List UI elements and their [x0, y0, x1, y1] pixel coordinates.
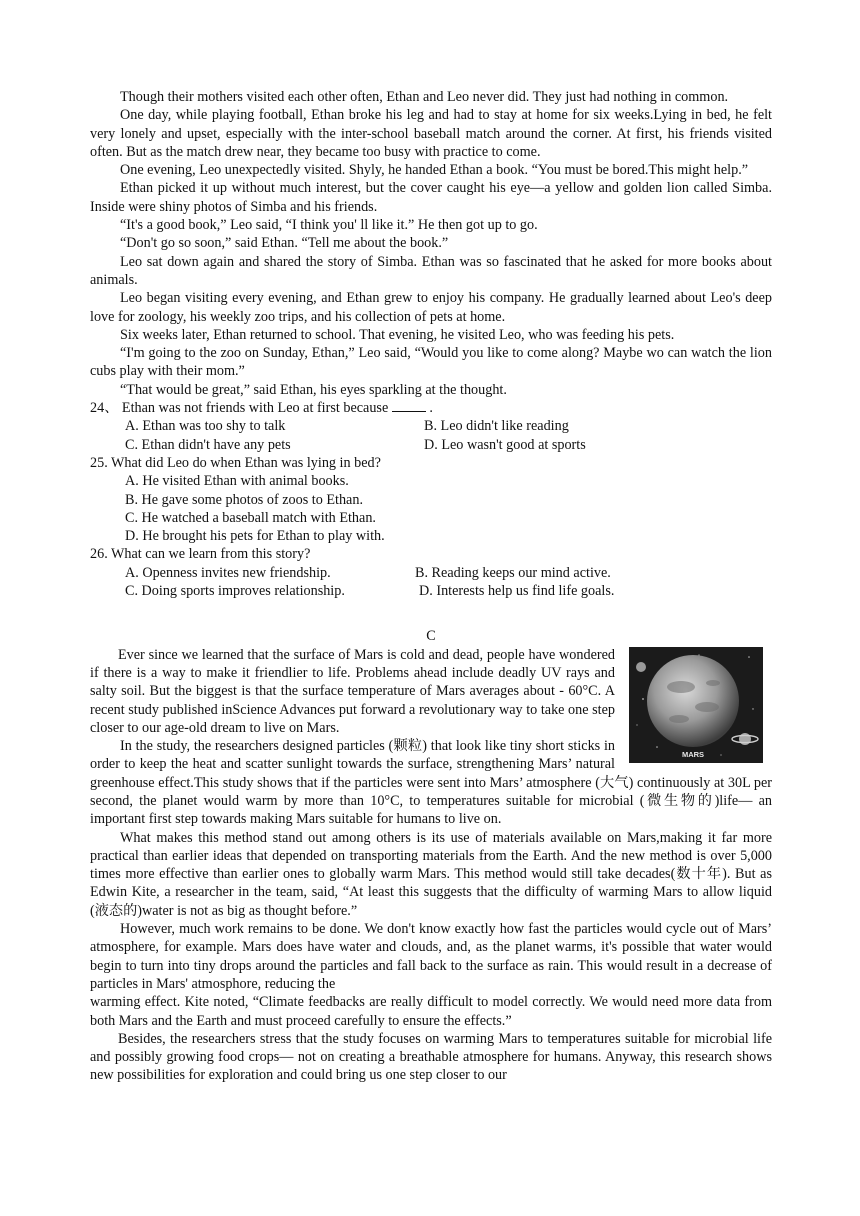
paragraph: Ever since we learned that the surface of Mars is cold and dead, people have wondered if there is a way to make it friendlier to life. Problems ahead include deadly UV rays and salty soil. But the biggest is that the surface temperature of Mars averages about - 60°C. A recent study published inScience Advances put forward a revolutionary way to take one step closer to our age-old dream to live on Mars.: [90, 646, 615, 736]
question-stem: 25. What did Leo do when Ethan was lying in bed?: [90, 454, 381, 471]
question-stem: 24、 Ethan was not friends with Leo at first because .: [90, 400, 433, 417]
option-c: C. Ethan didn't have any pets: [125, 436, 291, 453]
paragraph: In the study, the researchers designed particles (颗粒) that look like tiny short sticks in order to keep the heat and scatter sunlight towards the surface, strengthening Mars’ natural greenhouse effect.This study shows that if the particles were sent into Mars’ atmosphere (大气) continuously at 30L per second, the planet would warm by more than 10°C, to temperatures suitable for microbial (微生物的)life— an important first step towards making Mars suitable for humans to live on.: [90, 738, 772, 828]
passage-b: [90, 88, 772, 399]
mars-image: [629, 647, 763, 763]
option-d: D. He brought his pets for Ethan to play with.: [125, 528, 385, 545]
paragraph: Besides, the researchers stress that the study focuses on warming Mars to temperatures suitable for microbial life and possibly growing food crops— not on creating a breathable atmosphere for humans. Anyway, this research shows new possibilities for exploration and could bring us one step closer to our: [90, 1030, 772, 1084]
paragraph: However, much work remains to be done. We don't know exactly how fast the particles would cycle out of Mars’ atmosphere, for example. Mars does have water and clouds, and, as the planet warms, it's possible that water would begin to turn into tiny drops around the particles and fall back to the surface as rain. This would result in a decrease of particles in Mars' atmosphore, reducing the: [90, 921, 772, 992]
question-26: [90, 545, 772, 600]
paragraph: “It's a good book,” Leo said, “I think you' ll like it.” He then got up to go.: [120, 217, 538, 234]
option-a: A. He visited Ethan with animal books.: [125, 473, 349, 490]
mars-label: MARS: [681, 749, 705, 759]
question-24: [90, 399, 772, 454]
option-d: D. Interests help us find life goals.: [419, 583, 615, 600]
paragraph: What makes this method stand out among others is its use of materials available on Mars,making it far more practical than earlier ideas that depended on transporting materials from the Earth. And the new method is over 5,000 times more effective than earlier ones to globally warm Mars. This method would still take decades(数十年). But as Edwin Kite, a researcher in the team, said, “At least this suggests that the difficulty of warming Mars to allow liquid (液态的)water is not as big as thought before.”: [90, 829, 772, 919]
question-25: [90, 454, 772, 545]
question-stem: 26. What can we learn from this story?: [90, 546, 311, 563]
option-row: [125, 582, 772, 600]
paragraph: warming effect. Kite noted, “Climate feedbacks are really difficult to model correctly. We would need more data from both Mars and the Earth and must proceed carefully to ensure the effects.”: [90, 994, 772, 1029]
exam-page: [90, 88, 772, 1085]
option-row: [125, 564, 772, 582]
paragraph: One day, while playing football, Ethan broke his leg and had to stay at home for six weeks.Lying in bed, he felt very lonely and upset, especially with the inter-school baseball match around the corner. At first, his friends visited often. But as the match drew near, they became too busy with practice to come.: [90, 107, 772, 160]
paragraph: “I'm going to the zoo on Sunday, Ethan,” Leo said, “Would you like to come along? Maybe wo can watch the lion cubs play with their mom.”: [90, 345, 772, 380]
answer-blank: [392, 399, 426, 412]
option-b: B. He gave some photos of zoos to Ethan.: [125, 491, 363, 508]
paragraph: Ethan picked it up without much interest, but the cover caught his eye—a yellow and golden lion called Simba. Inside were shiny photos of Simba and his friends.: [90, 180, 772, 215]
option-d: D. Leo wasn't good at sports: [424, 436, 586, 453]
option-b: B. Reading keeps our mind active.: [415, 564, 611, 581]
paragraph: “That would be great,” said Ethan, his eyes sparkling at the thought.: [120, 381, 507, 398]
option-a: A. Ethan was too shy to talk: [125, 418, 286, 435]
option-row: [125, 417, 772, 435]
mars-planet-illustration: [629, 647, 763, 763]
option-b: B. Leo didn't like reading: [424, 418, 569, 435]
paragraph: “Don't go so soon,” said Ethan. “Tell me about the book.”: [120, 235, 449, 252]
passage-c: [90, 646, 772, 1085]
option-a: A. Openness invites new friendship.: [125, 564, 331, 581]
paragraph: One evening, Leo unexpectedly visited. Shyly, he handed Ethan a book. “You must be bored.This might help.”: [120, 162, 749, 179]
option-c: C. He watched a baseball match with Ethan.: [125, 509, 376, 526]
paragraph: Leo began visiting every evening, and Ethan grew to enjoy his company. He gradually learned about Leo's deep love for zoology, his weekly zoo trips, and his collection of pets at home.: [90, 290, 772, 325]
paragraph: Leo sat down again and shared the story of Simba. Ethan was so fascinated that he asked for more books about animals.: [90, 253, 772, 288]
section-letter: C: [426, 628, 436, 645]
option-c: C. Doing sports improves relationship.: [125, 583, 345, 600]
paragraph: Though their mothers visited each other often, Ethan and Leo never did. They just had nothing in common.: [120, 89, 729, 105]
paragraph: Six weeks later, Ethan returned to school. That evening, he visited Leo, who was feeding his pets.: [120, 326, 675, 343]
option-row: [125, 436, 772, 454]
